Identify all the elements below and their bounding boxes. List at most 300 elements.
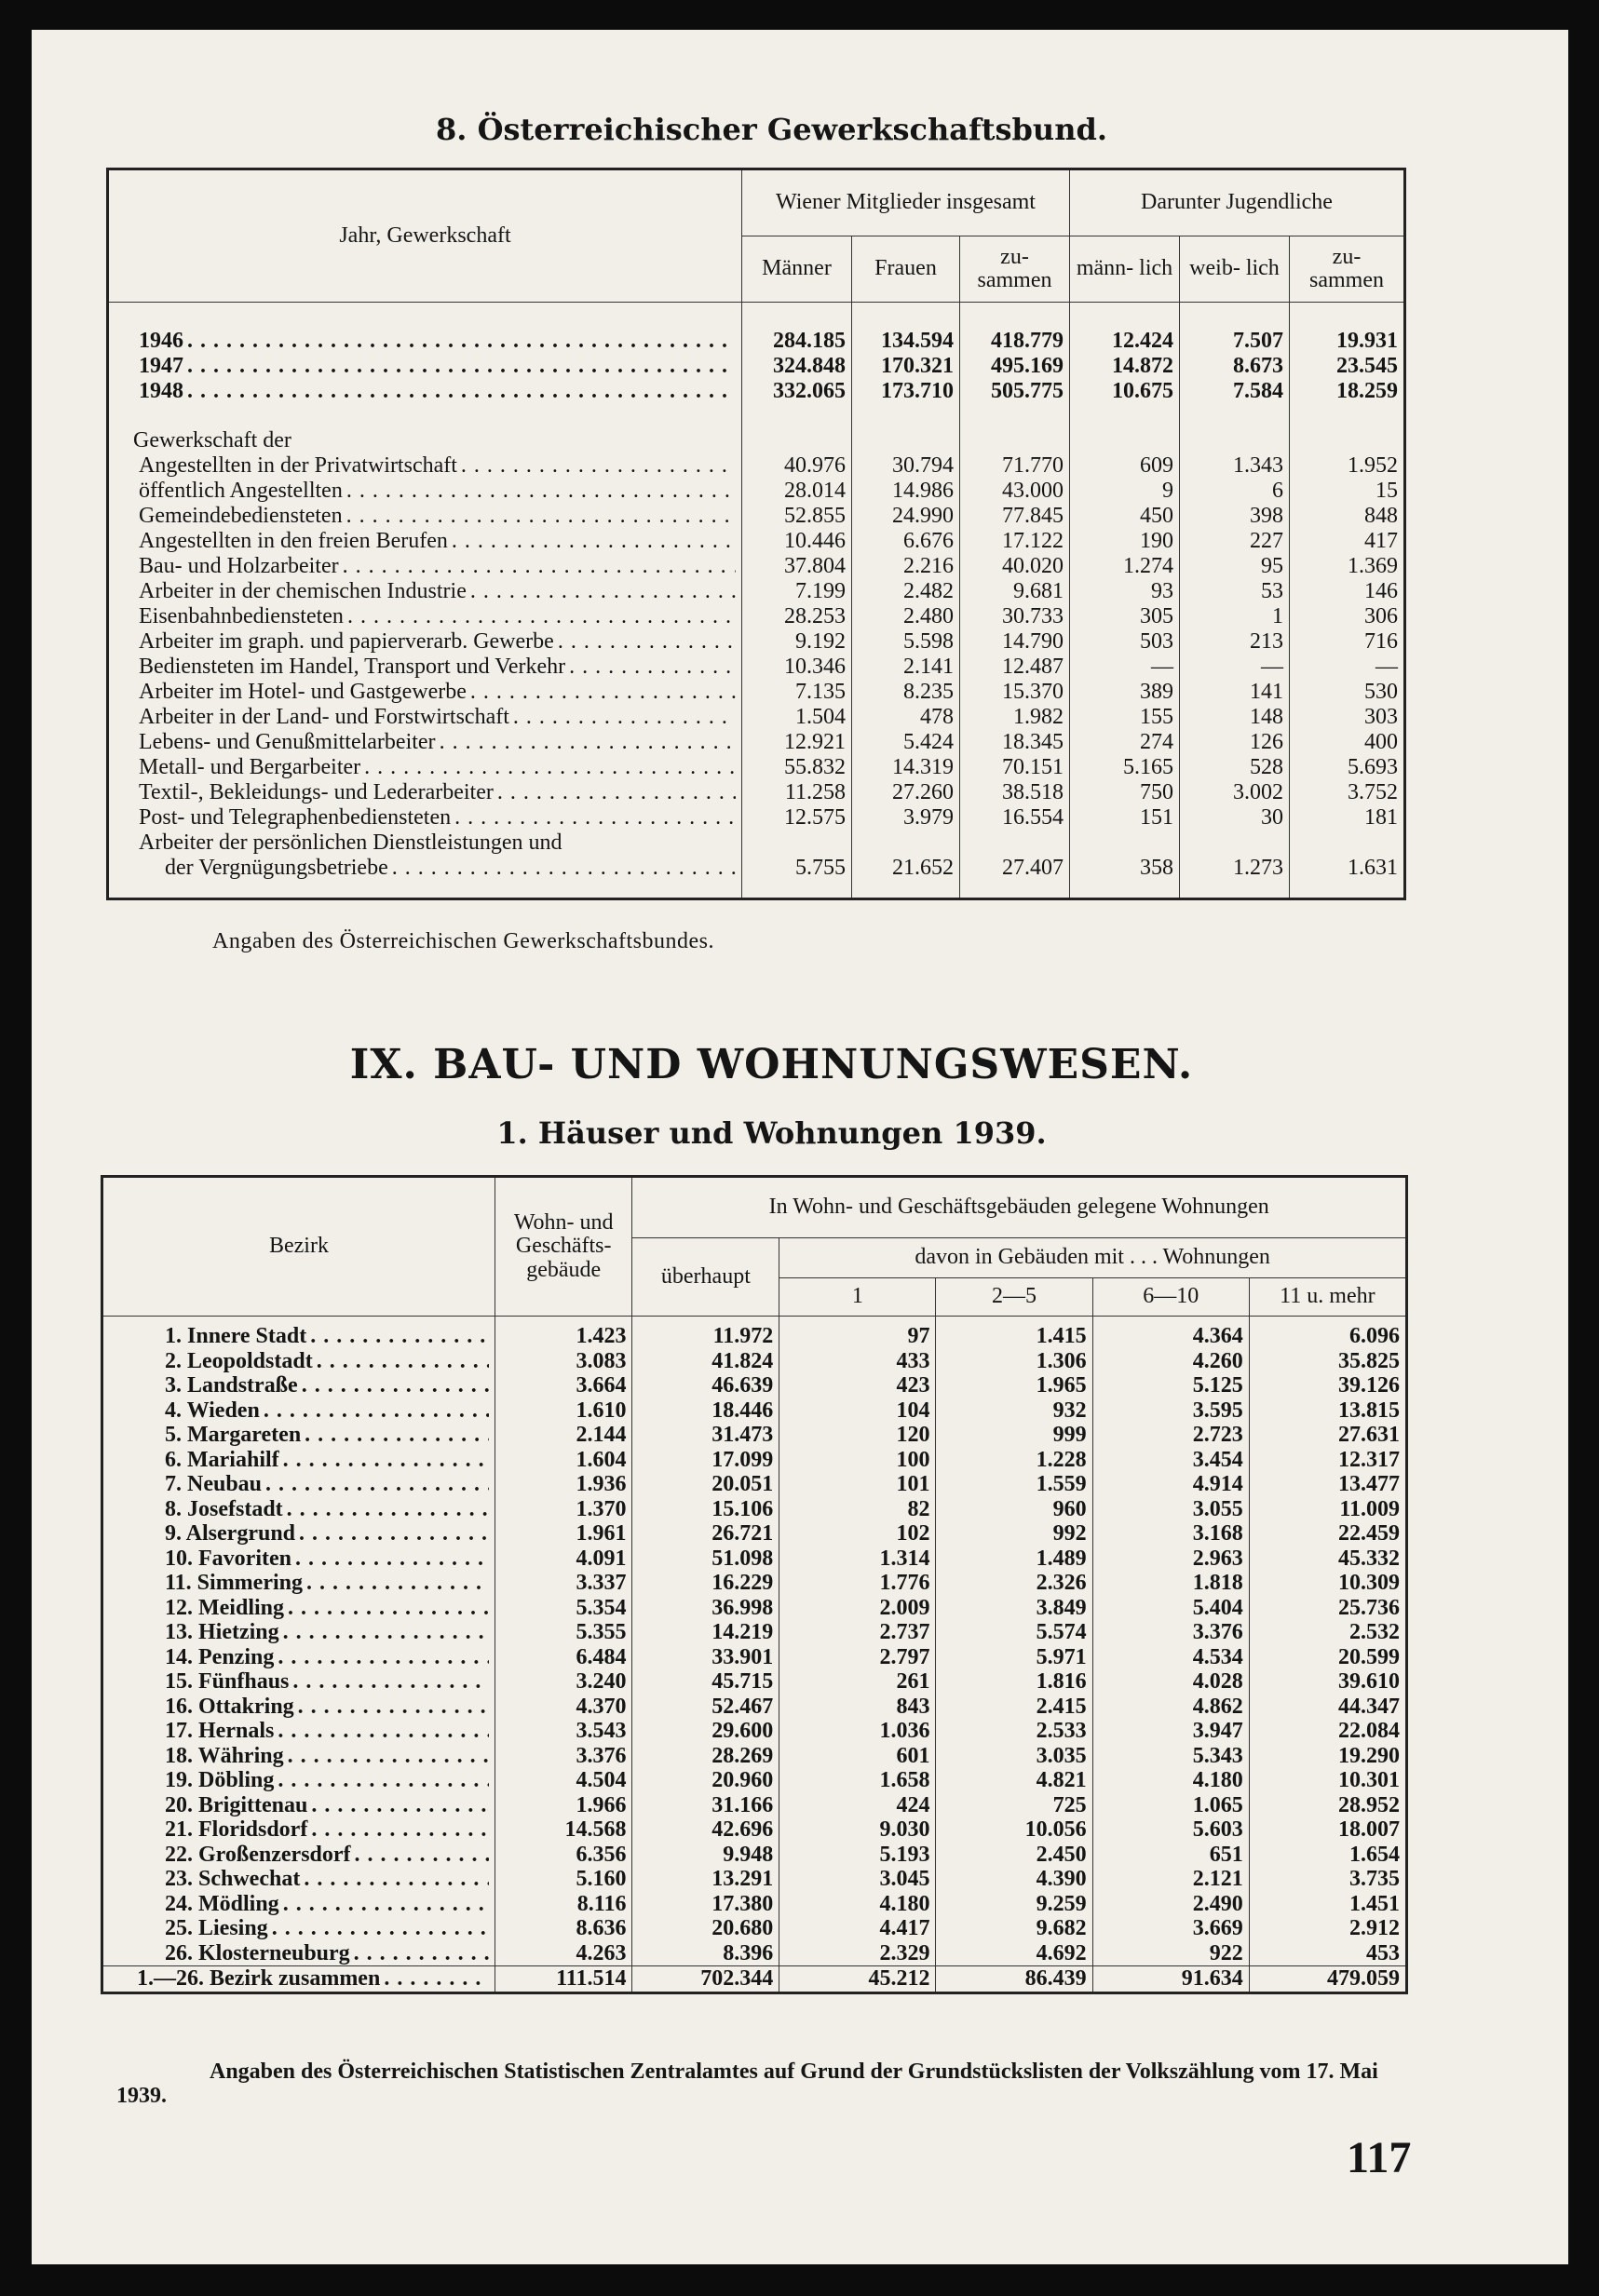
housing-table bbox=[101, 1175, 1408, 1994]
total-value: 86.439 bbox=[936, 1966, 1092, 1993]
union-row-value: — bbox=[1290, 655, 1405, 680]
district-row-value: 1.610 bbox=[495, 1398, 632, 1424]
district-row-value: 4.504 bbox=[495, 1768, 632, 1793]
district-row-value: 5.355 bbox=[495, 1620, 632, 1645]
district-label bbox=[102, 1448, 495, 1473]
district-row-value: 5.574 bbox=[936, 1620, 1092, 1645]
district-row-value: 4.417 bbox=[779, 1916, 936, 1941]
district-row-value: 3.849 bbox=[936, 1596, 1092, 1621]
district-label bbox=[102, 1867, 495, 1892]
union-row-value: 15.370 bbox=[960, 680, 1070, 705]
district-row-value: 14.219 bbox=[632, 1620, 779, 1645]
district-row-value: 3.376 bbox=[1092, 1620, 1249, 1645]
header-total-youth: zu- sammen bbox=[1290, 236, 1405, 303]
district-row-value: 13.477 bbox=[1249, 1472, 1406, 1497]
union-label-multiline bbox=[108, 831, 742, 881]
district-label-text: 14. Penzing bbox=[165, 1645, 278, 1669]
union-row-value: 17.122 bbox=[960, 529, 1070, 554]
district-row bbox=[102, 1448, 1407, 1473]
district-row-value: 423 bbox=[779, 1373, 936, 1398]
union-row-value: 2.216 bbox=[852, 554, 960, 579]
district-row-value: 27.631 bbox=[1249, 1423, 1406, 1448]
union-row-value: 6.676 bbox=[852, 529, 960, 554]
union-label bbox=[108, 780, 742, 805]
district-row bbox=[102, 1521, 1407, 1546]
union-row-value: 181 bbox=[1290, 805, 1405, 831]
district-label bbox=[102, 1620, 495, 1645]
district-row-value: 4.091 bbox=[495, 1546, 632, 1572]
district-row-value: 2.490 bbox=[1092, 1892, 1249, 1917]
district-label-text: 25. Liesing bbox=[165, 1916, 272, 1940]
district-label-text: 16. Ottakring bbox=[165, 1695, 298, 1719]
year-row-value: 495.169 bbox=[960, 354, 1070, 379]
union-row-value: 9.681 bbox=[960, 579, 1070, 604]
district-label-text: 1. Innere Stadt bbox=[165, 1324, 310, 1348]
header-year-union: Jahr, Gewerkschaft bbox=[108, 169, 742, 303]
district-row-value: 2.532 bbox=[1249, 1620, 1406, 1645]
district-row-value: 2.121 bbox=[1092, 1867, 1249, 1892]
district-row bbox=[102, 1620, 1407, 1645]
union-row bbox=[108, 730, 1405, 755]
district-row-value: 3.664 bbox=[495, 1373, 632, 1398]
district-row-value: 261 bbox=[779, 1669, 936, 1695]
district-label bbox=[102, 1324, 495, 1349]
district-label-text: 21. Floridsdorf bbox=[165, 1817, 311, 1842]
union-row bbox=[108, 579, 1405, 604]
district-row-value: 1.228 bbox=[936, 1448, 1092, 1473]
district-row-value: 28.269 bbox=[632, 1744, 779, 1769]
district-label bbox=[102, 1843, 495, 1868]
district-label bbox=[102, 1472, 495, 1497]
union-row-value: 227 bbox=[1180, 529, 1290, 554]
district-row-value: 2.009 bbox=[779, 1596, 936, 1621]
district-row-value: 3.337 bbox=[495, 1571, 632, 1596]
district-row-value: 3.240 bbox=[495, 1669, 632, 1695]
district-label bbox=[102, 1916, 495, 1941]
year-label bbox=[108, 329, 742, 354]
district-label bbox=[102, 1817, 495, 1843]
union-row-value: 1.982 bbox=[960, 705, 1070, 730]
union-label-text: Textil-, Bekleidungs- und Lederarbeiter bbox=[139, 780, 497, 804]
district-label bbox=[102, 1744, 495, 1769]
district-row-value: 424 bbox=[779, 1793, 936, 1818]
union-row-value: 213 bbox=[1180, 629, 1290, 655]
union-row bbox=[108, 629, 1405, 655]
district-label bbox=[102, 1398, 495, 1424]
union-row bbox=[108, 680, 1405, 705]
union-label-text: Angestellten in den freien Berufen bbox=[139, 529, 452, 553]
district-label-text: 23. Schwechat bbox=[165, 1867, 304, 1891]
union-label-text: Gemeindebediensteten bbox=[139, 504, 346, 528]
union-row-value: 148 bbox=[1180, 705, 1290, 730]
district-row-value: 31.166 bbox=[632, 1793, 779, 1818]
district-label bbox=[102, 1373, 495, 1398]
district-row-value: 33.901 bbox=[632, 1645, 779, 1670]
district-row-value: 2.326 bbox=[936, 1571, 1092, 1596]
district-row-value: 5.354 bbox=[495, 1596, 632, 1621]
union-row-value: 305 bbox=[1070, 604, 1180, 629]
district-row-value: 101 bbox=[779, 1472, 936, 1497]
union-row-multiline-value: 1.273 bbox=[1180, 831, 1290, 881]
union-row-value: 5.424 bbox=[852, 730, 960, 755]
district-label bbox=[102, 1941, 495, 1966]
total-label bbox=[102, 1966, 495, 1993]
header-c2: 2—5 bbox=[936, 1278, 1092, 1317]
district-row-value: 4.180 bbox=[779, 1892, 936, 1917]
district-label bbox=[102, 1596, 495, 1621]
district-label bbox=[102, 1349, 495, 1374]
district-row-value: 3.045 bbox=[779, 1867, 936, 1892]
district-label-text: 15. Fünfhaus bbox=[165, 1669, 292, 1694]
district-row-value: 6.356 bbox=[495, 1843, 632, 1868]
district-row bbox=[102, 1892, 1407, 1917]
district-row-value: 843 bbox=[779, 1695, 936, 1720]
district-row bbox=[102, 1571, 1407, 1596]
district-row-value: 3.168 bbox=[1092, 1521, 1249, 1546]
union-row-value: 38.518 bbox=[960, 780, 1070, 805]
district-row-value: 4.370 bbox=[495, 1695, 632, 1720]
union-row-value: 14.319 bbox=[852, 755, 960, 780]
union-row-value: 70.151 bbox=[960, 755, 1070, 780]
union-row-value: 8.235 bbox=[852, 680, 960, 705]
district-row-value: 44.347 bbox=[1249, 1695, 1406, 1720]
source-note-housing: Angaben des Österreichischen Statistischen Zentralamtes auf Grund der Grundstückslisten der Volkszählung vom 17. Mai 1939. bbox=[116, 2060, 1378, 2108]
union-label bbox=[108, 479, 742, 504]
district-row-value: 36.998 bbox=[632, 1596, 779, 1621]
union-label bbox=[108, 730, 742, 755]
district-row bbox=[102, 1373, 1407, 1398]
union-row-value: 15 bbox=[1290, 479, 1405, 504]
district-label bbox=[102, 1719, 495, 1744]
district-label-text: 4. Wieden bbox=[165, 1398, 264, 1423]
union-row-value: 5.693 bbox=[1290, 755, 1405, 780]
district-row bbox=[102, 1596, 1407, 1621]
union-label-text: Arbeiter in der Land- und Forstwirtschaft bbox=[139, 705, 513, 729]
district-row-value: 41.824 bbox=[632, 1349, 779, 1374]
district-label bbox=[102, 1546, 495, 1572]
district-row-value: 2.533 bbox=[936, 1719, 1092, 1744]
union-row-value: 6 bbox=[1180, 479, 1290, 504]
year-row-value: 505.775 bbox=[960, 379, 1070, 404]
union-row-value: 37.804 bbox=[742, 554, 852, 579]
district-row-value: 39.126 bbox=[1249, 1373, 1406, 1398]
union-row-value: 18.345 bbox=[960, 730, 1070, 755]
chapter-title: IX. BAU- UND WOHNUNGSWESEN. bbox=[349, 1041, 1194, 1088]
union-row-value: 7.135 bbox=[742, 680, 852, 705]
district-row-value: 1.306 bbox=[936, 1349, 1092, 1374]
union-row-value: 155 bbox=[1070, 705, 1180, 730]
district-label-text: 20. Brigittenau bbox=[165, 1793, 311, 1817]
year-row-value: 324.848 bbox=[742, 354, 852, 379]
union-label bbox=[108, 453, 742, 479]
district-row-value: 2.723 bbox=[1092, 1423, 1249, 1448]
district-row-value: 31.473 bbox=[632, 1423, 779, 1448]
district-row-value: 1.965 bbox=[936, 1373, 1092, 1398]
union-row-value: 1.343 bbox=[1180, 453, 1290, 479]
district-row-value: 12.317 bbox=[1249, 1448, 1406, 1473]
union-row-value: 1.369 bbox=[1290, 554, 1405, 579]
district-row-value: 16.229 bbox=[632, 1571, 779, 1596]
district-row-value: 1.036 bbox=[779, 1719, 936, 1744]
district-row-value: 651 bbox=[1092, 1843, 1249, 1868]
district-row-value: 2.912 bbox=[1249, 1916, 1406, 1941]
district-label-text: 24. Mödling bbox=[165, 1892, 283, 1916]
district-row-value: 120 bbox=[779, 1423, 936, 1448]
union-row-value: 398 bbox=[1180, 504, 1290, 529]
district-row-value: 992 bbox=[936, 1521, 1092, 1546]
district-row bbox=[102, 1645, 1407, 1670]
district-row bbox=[102, 1546, 1407, 1572]
district-row-value: 2.329 bbox=[779, 1941, 936, 1966]
union-row bbox=[108, 705, 1405, 730]
district-row-value: 5.603 bbox=[1092, 1817, 1249, 1843]
header-c4: 11 u. mehr bbox=[1249, 1278, 1406, 1317]
union-row-value: 14.790 bbox=[960, 629, 1070, 655]
year-label-text: 1947 bbox=[139, 354, 187, 378]
year-row-value: 134.594 bbox=[852, 329, 960, 354]
district-row-value: 11.972 bbox=[632, 1324, 779, 1349]
district-label bbox=[102, 1669, 495, 1695]
district-row-value: 28.952 bbox=[1249, 1793, 1406, 1818]
district-row bbox=[102, 1719, 1407, 1744]
union-row bbox=[108, 604, 1405, 629]
district-row-value: 3.055 bbox=[1092, 1497, 1249, 1522]
union-label bbox=[108, 629, 742, 655]
district-row bbox=[102, 1916, 1407, 1941]
union-row-value: 30 bbox=[1180, 805, 1290, 831]
district-row-value: 4.534 bbox=[1092, 1645, 1249, 1670]
district-row-value: 4.821 bbox=[936, 1768, 1092, 1793]
union-label-text: Eisenbahnbediensteten bbox=[139, 604, 347, 628]
union-row bbox=[108, 529, 1405, 554]
district-label bbox=[102, 1497, 495, 1522]
union-label bbox=[108, 554, 742, 579]
district-row-value: 999 bbox=[936, 1423, 1092, 1448]
district-row bbox=[102, 1472, 1407, 1497]
district-row-value: 11.009 bbox=[1249, 1497, 1406, 1522]
district-row-value: 5.971 bbox=[936, 1645, 1092, 1670]
district-row-value: 45.332 bbox=[1249, 1546, 1406, 1572]
header-youth: Darunter Jugendliche bbox=[1070, 169, 1405, 236]
header-c1: 1 bbox=[779, 1278, 936, 1317]
district-row-value: 2.797 bbox=[779, 1645, 936, 1670]
year-row bbox=[108, 354, 1405, 379]
district-row-value: 19.290 bbox=[1249, 1744, 1406, 1769]
union-label-text: Metall- und Bergarbeiter bbox=[139, 755, 364, 779]
district-label-text: 2. Leopoldstadt bbox=[165, 1349, 317, 1373]
union-row-value: 1.952 bbox=[1290, 453, 1405, 479]
union-row-value: 14.986 bbox=[852, 479, 960, 504]
year-row-value: 19.931 bbox=[1290, 329, 1405, 354]
union-row-value: 151 bbox=[1070, 805, 1180, 831]
header-women: Frauen bbox=[852, 236, 960, 303]
union-label-text: Bau- und Holzarbeiter bbox=[139, 554, 343, 578]
district-row-value: 46.639 bbox=[632, 1373, 779, 1398]
district-row-value: 3.735 bbox=[1249, 1867, 1406, 1892]
union-label bbox=[108, 579, 742, 604]
year-row bbox=[108, 329, 1405, 354]
district-row-value: 5.193 bbox=[779, 1843, 936, 1868]
district-row-value: 1.936 bbox=[495, 1472, 632, 1497]
group-heading-row bbox=[108, 428, 1405, 453]
union-row-value: 24.990 bbox=[852, 504, 960, 529]
union-row-value: 77.845 bbox=[960, 504, 1070, 529]
district-label-text: 7. Neubau bbox=[165, 1472, 265, 1496]
union-row-value: 2.480 bbox=[852, 604, 960, 629]
total-value: 45.212 bbox=[779, 1966, 936, 1993]
district-row-value: 20.599 bbox=[1249, 1645, 1406, 1670]
union-row-multiline-value: 1.631 bbox=[1290, 831, 1405, 881]
year-label-text: 1946 bbox=[139, 329, 187, 353]
district-row-value: 433 bbox=[779, 1349, 936, 1374]
district-row-value: 102 bbox=[779, 1521, 936, 1546]
union-row-value: 1.504 bbox=[742, 705, 852, 730]
union-row-value: 141 bbox=[1180, 680, 1290, 705]
total-row bbox=[102, 1966, 1407, 1993]
union-row-value: 190 bbox=[1070, 529, 1180, 554]
union-label bbox=[108, 604, 742, 629]
district-row bbox=[102, 1423, 1407, 1448]
header-male: männ- lich bbox=[1070, 236, 1180, 303]
page-number: 117 bbox=[1347, 2133, 1412, 2182]
district-label-text: 5. Margareten bbox=[165, 1423, 305, 1447]
district-label bbox=[102, 1793, 495, 1818]
union-row bbox=[108, 655, 1405, 680]
district-label-text: 6. Mariahilf bbox=[165, 1448, 283, 1472]
district-row-value: 1.314 bbox=[779, 1546, 936, 1572]
union-row-value: 52.855 bbox=[742, 504, 852, 529]
district-label bbox=[102, 1892, 495, 1917]
union-label bbox=[108, 655, 742, 680]
district-row-value: 1.489 bbox=[936, 1546, 1092, 1572]
district-row-value: 3.454 bbox=[1092, 1448, 1249, 1473]
district-label bbox=[102, 1768, 495, 1793]
district-row-value: 4.028 bbox=[1092, 1669, 1249, 1695]
district-label bbox=[102, 1645, 495, 1670]
header-district: Bezirk bbox=[102, 1177, 495, 1317]
district-row-value: 453 bbox=[1249, 1941, 1406, 1966]
year-row-value: 173.710 bbox=[852, 379, 960, 404]
district-row-value: 3.376 bbox=[495, 1744, 632, 1769]
union-row bbox=[108, 479, 1405, 504]
district-row bbox=[102, 1793, 1407, 1818]
district-row-value: 960 bbox=[936, 1497, 1092, 1522]
district-label-text: 18. Währing bbox=[165, 1744, 288, 1768]
union-row-value: 71.770 bbox=[960, 453, 1070, 479]
district-row bbox=[102, 1817, 1407, 1843]
district-row-value: 9.948 bbox=[632, 1843, 779, 1868]
district-row-value: 29.600 bbox=[632, 1719, 779, 1744]
union-row-value: 750 bbox=[1070, 780, 1180, 805]
year-row-value: 170.321 bbox=[852, 354, 960, 379]
union-row-value: 30.733 bbox=[960, 604, 1070, 629]
district-row-value: 18.007 bbox=[1249, 1817, 1406, 1843]
district-row-value: 52.467 bbox=[632, 1695, 779, 1720]
union-row-value: 1 bbox=[1180, 604, 1290, 629]
district-row bbox=[102, 1349, 1407, 1374]
union-row-value: 146 bbox=[1290, 579, 1405, 604]
district-row-value: 4.692 bbox=[936, 1941, 1092, 1966]
union-row-value: 2.482 bbox=[852, 579, 960, 604]
union-row-value: 10.346 bbox=[742, 655, 852, 680]
union-label bbox=[108, 805, 742, 831]
district-label-text: 22. Großenzersdorf bbox=[165, 1843, 355, 1867]
union-row-value: 9.192 bbox=[742, 629, 852, 655]
district-row-value: 20.051 bbox=[632, 1472, 779, 1497]
union-row bbox=[108, 453, 1405, 479]
union-row-multiline-value: 358 bbox=[1070, 831, 1180, 881]
year-row-value: 7.584 bbox=[1180, 379, 1290, 404]
union-label bbox=[108, 504, 742, 529]
header-apartments-group: In Wohn- und Geschäftsgebäuden gelegene Wohnungen bbox=[632, 1177, 1407, 1238]
district-row-value: 3.947 bbox=[1092, 1719, 1249, 1744]
union-row-value: 7.199 bbox=[742, 579, 852, 604]
district-row bbox=[102, 1843, 1407, 1868]
district-label-text: 26. Klosterneuburg bbox=[165, 1941, 354, 1965]
district-row bbox=[102, 1669, 1407, 1695]
union-label-text: Post- und Telegraphenbediensteten bbox=[139, 805, 454, 830]
district-row bbox=[102, 1941, 1407, 1966]
union-label bbox=[108, 755, 742, 780]
district-row-value: 3.543 bbox=[495, 1719, 632, 1744]
district-label-text: 17. Hernals bbox=[165, 1719, 278, 1743]
district-row-value: 4.390 bbox=[936, 1867, 1092, 1892]
district-row bbox=[102, 1768, 1407, 1793]
union-row-value: 303 bbox=[1290, 705, 1405, 730]
district-row-value: 2.963 bbox=[1092, 1546, 1249, 1572]
group-heading: Gewerkschaft der bbox=[133, 428, 291, 452]
district-row bbox=[102, 1867, 1407, 1892]
union-row-value: 306 bbox=[1290, 604, 1405, 629]
year-row-value: 332.065 bbox=[742, 379, 852, 404]
district-row-value: 1.966 bbox=[495, 1793, 632, 1818]
district-row-value: 22.084 bbox=[1249, 1719, 1406, 1744]
union-row bbox=[108, 504, 1405, 529]
district-row-value: 9.682 bbox=[936, 1916, 1092, 1941]
district-row-value: 9.259 bbox=[936, 1892, 1092, 1917]
year-row-value: 7.507 bbox=[1180, 329, 1290, 354]
district-label bbox=[102, 1521, 495, 1546]
district-row-value: 1.658 bbox=[779, 1768, 936, 1793]
district-row-value: 42.696 bbox=[632, 1817, 779, 1843]
district-row-value: 1.370 bbox=[495, 1497, 632, 1522]
union-label bbox=[108, 705, 742, 730]
union-row-value: 528 bbox=[1180, 755, 1290, 780]
district-label bbox=[102, 1695, 495, 1720]
header-vienna-members: Wiener Mitglieder insgesamt bbox=[742, 169, 1070, 236]
union-row-value: 530 bbox=[1290, 680, 1405, 705]
district-row-value: 4.914 bbox=[1092, 1472, 1249, 1497]
district-row-value: 20.680 bbox=[632, 1916, 779, 1941]
district-row-value: 601 bbox=[779, 1744, 936, 1769]
union-label-text: Angestellten in der Privatwirtschaft bbox=[139, 453, 461, 478]
district-label-text: 3. Landstraße bbox=[165, 1373, 302, 1398]
district-row-value: 5.160 bbox=[495, 1867, 632, 1892]
year-row-value: 14.872 bbox=[1070, 354, 1180, 379]
district-row-value: 97 bbox=[779, 1324, 936, 1349]
district-row-value: 5.404 bbox=[1092, 1596, 1249, 1621]
total-value: 111.514 bbox=[495, 1966, 632, 1993]
union-row-value: — bbox=[1180, 655, 1290, 680]
district-row-value: 725 bbox=[936, 1793, 1092, 1818]
district-row-value: 45.715 bbox=[632, 1669, 779, 1695]
district-row-value: 25.736 bbox=[1249, 1596, 1406, 1621]
district-label-text: 8. Josefstadt bbox=[165, 1497, 287, 1521]
district-row-value: 1.451 bbox=[1249, 1892, 1406, 1917]
district-row-value: 1.816 bbox=[936, 1669, 1092, 1695]
total-value: 702.344 bbox=[632, 1966, 779, 1993]
union-row-value: 5.598 bbox=[852, 629, 960, 655]
